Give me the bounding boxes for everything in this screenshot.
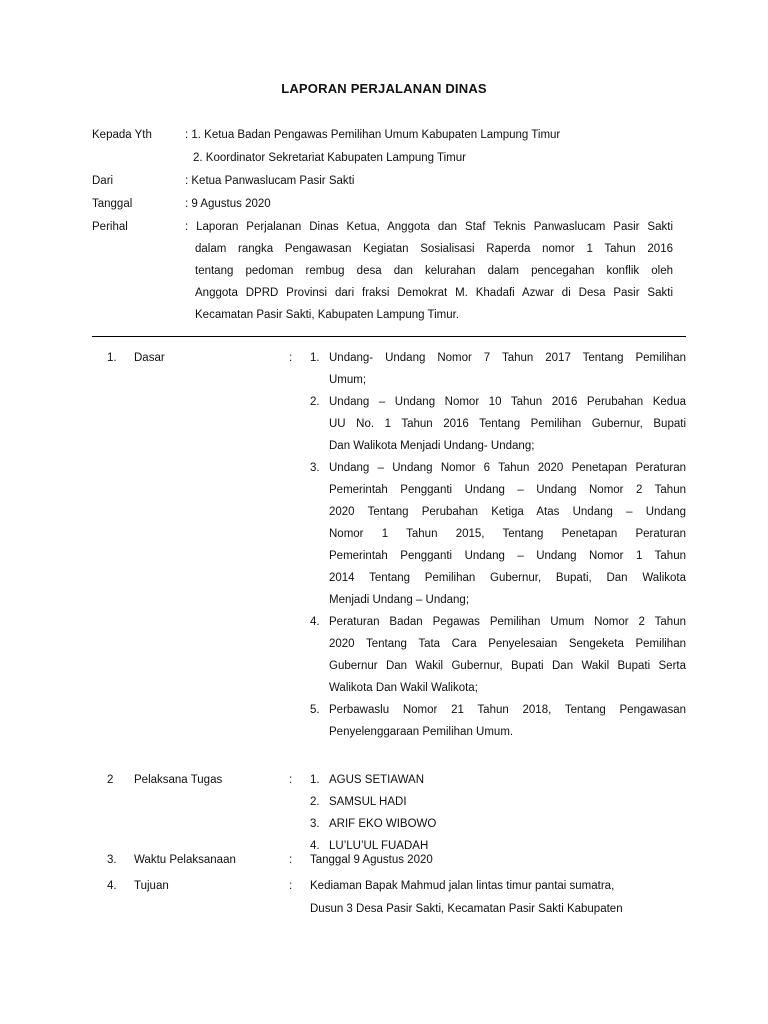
list-item-line: UU No. 1 Tahun 2016 Tentang Pemilihan Gubernur, Bupati — [329, 418, 686, 430]
list-item-line: 2014 Tentang Pemilihan Gubernur, Bupati, Dan Walikota — [329, 572, 686, 584]
list-item-line: 2020 Tentang Tata Cara Penyelesaian Sengeketa Pemilihan — [329, 638, 686, 650]
perihal-line-5: Kecamatan Pasir Sakti, Kabupaten Lampung Timur. — [195, 309, 460, 321]
waktu-value: Tanggal 9 Agustus 2020 — [310, 854, 433, 866]
list-item-number: 4. — [310, 840, 320, 852]
list-item-line: Dan Walikota Menjadi Undang- Undang; — [329, 440, 535, 452]
perihal-line-4: Anggota DPRD Provinsi dari fraksi Demokrat M. Khadafi Azwar di Desa Pasir Sakti — [195, 287, 673, 299]
tanggal-value: : 9 Agustus 2020 — [185, 198, 271, 210]
list-item-line: Pemerintah Pengganti Undang – Undang Nomor 1 Tahun — [329, 550, 686, 562]
dari-label: Dari — [92, 175, 114, 187]
section-colon: : — [289, 854, 293, 866]
officer-name: SAMSUL HADI — [329, 796, 407, 808]
list-item-line: Pemerintah Pengganti Undang – Undang Nomor 2 Tahun — [329, 484, 686, 496]
section-colon: : — [289, 774, 293, 786]
list-item-line: Menjadi Undang – Undang; — [329, 594, 470, 606]
officer-name: AGUS SETIAWAN — [329, 774, 424, 786]
kepada-label: Kepada Yth — [92, 129, 152, 141]
list-item-number: 2. — [310, 796, 320, 808]
dari-value: : Ketua Panwaslucam Pasir Sakti — [185, 175, 355, 187]
kepada-line-2: 2. Koordinator Sekretariat Kabupaten Lampung Timur — [193, 152, 466, 164]
tujuan-line: Dusun 3 Desa Pasir Sakti, Kecamatan Pasir Sakti Kabupaten — [310, 903, 623, 915]
list-item-number: 4. — [310, 616, 320, 628]
document-title: LAPORAN PERJALANAN DINAS — [281, 81, 487, 96]
list-item-number: 1. — [310, 352, 320, 364]
section-label: Dasar — [134, 352, 165, 364]
section-number: 2 — [107, 774, 114, 786]
list-item-line: Umum; — [329, 374, 367, 386]
section-number: 4. — [107, 880, 117, 892]
list-item-line: Undang- Undang Nomor 7 Tahun 2017 Tentang Pemilihan — [329, 352, 686, 364]
section-colon: : — [289, 352, 293, 364]
list-item-line: Penyelenggaraan Pemilihan Umum. — [329, 726, 514, 738]
kepada-line-1: : 1. Ketua Badan Pengawas Pemilihan Umum Kabupaten Lampung Timur — [185, 129, 561, 141]
section-number: 1. — [107, 352, 117, 364]
perihal-line-1: : Laporan Perjalanan Dinas Ketua, Anggota dan Staf Teknis Panwaslucam Pasir Sakti — [185, 221, 673, 233]
list-item-line: Perbawaslu Nomor 21 Tahun 2018, Tentang Pengawasan — [329, 704, 686, 716]
list-item-number: 5. — [310, 704, 320, 716]
list-item-number: 3. — [310, 818, 320, 830]
list-item-line: Undang – Undang Nomor 10 Tahun 2016 Perubahan Kedua — [329, 396, 686, 408]
perihal-label: Perihal — [92, 221, 128, 233]
list-item-number: 1. — [310, 774, 320, 786]
officer-name: LU’LU’UL FUADAH — [329, 840, 429, 852]
list-item-line: Gubernur Dan Wakil Gubernur, Bupati Dan Wakil Bupati Serta — [329, 660, 686, 672]
list-item-number: 2. — [310, 396, 320, 408]
section-label: Tujuan — [134, 880, 169, 892]
perihal-line-2: dalam rangka Pengawasan Kegiatan Sosialisasi Raperda nomor 1 Tahun 2016 — [195, 243, 673, 255]
list-item-line: 2020 Tentang Perubahan Ketiga Atas Undang – Undang — [329, 506, 686, 518]
section-label: Pelaksana Tugas — [134, 774, 223, 786]
section-colon: : — [289, 880, 293, 892]
section-label: Waktu Pelaksanaan — [134, 854, 236, 866]
perihal-line-3: tentang pedoman rembug desa dan kelurahan dalam pencegahan konflik oleh — [195, 265, 673, 277]
officer-name: ARIF EKO WIBOWO — [329, 818, 437, 830]
list-item-line: Peraturan Badan Pegawas Pemilihan Umum Nomor 2 Tahun — [329, 616, 686, 628]
list-item-line: Nomor 1 Tahun 2015, Tentang Penetapan Peraturan — [329, 528, 686, 540]
tujuan-line: Kediaman Bapak Mahmud jalan lintas timur pantai sumatra, — [310, 880, 615, 892]
tanggal-label: Tanggal — [92, 198, 133, 210]
list-item-line: Undang – Undang Nomor 6 Tahun 2020 Penetapan Peraturan — [329, 462, 686, 474]
section-number: 3. — [107, 854, 117, 866]
list-item-line: Walikota Dan Wakil Walikota; — [329, 682, 478, 694]
list-item-number: 3. — [310, 462, 320, 474]
divider-line — [92, 336, 686, 337]
